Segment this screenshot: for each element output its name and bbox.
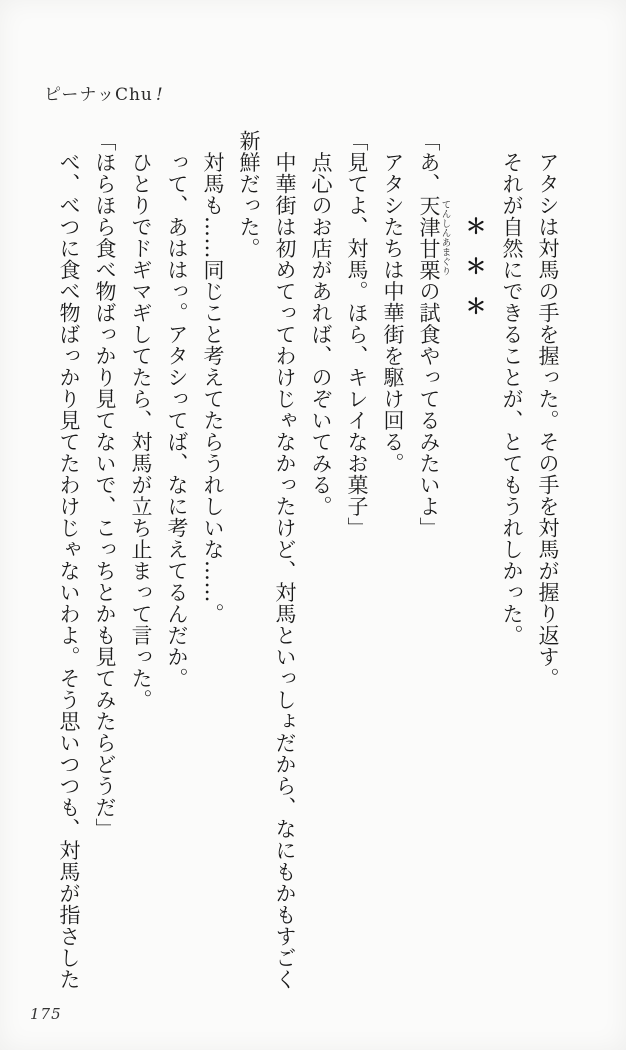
text-column: ひとりでドギマギしてたら、対馬が立ち止まって言った。 xyxy=(129,130,153,711)
section-divider: ＊＊＊ xyxy=(463,215,488,335)
text-column: 「見てよ、対馬。ほら、キレイなお菓子」 xyxy=(345,130,369,539)
text-column: って、あははっ。アタシってば、なに考えてるんだか。 xyxy=(165,130,189,689)
ruby-annotated-word: 天津甘栗てんしんあまぐり xyxy=(417,194,451,281)
text-column: 「ほらほら食べ物ばっかり見てないで、こっちとかも見てみたらどうだ」 xyxy=(93,130,117,840)
running-header xyxy=(44,80,164,105)
text-column: それが自然にできることが、とてもうれしかった。 xyxy=(500,130,524,646)
running-header-exclamation: ! xyxy=(155,85,164,105)
text-column: 点心のお店があれば、のぞいてみる。 xyxy=(309,130,333,517)
text-column: 対馬も……同じこと考えてたらうれしいな……。 xyxy=(201,130,225,625)
text-column: アタシたちは中華街を駆け回る。 xyxy=(381,130,405,474)
vertical-text-block xyxy=(43,130,558,1010)
running-header-title: ピーナッChu xyxy=(44,85,153,105)
page-number: 175 xyxy=(30,1005,62,1023)
text-column: アタシは対馬の手を握った。その手を対馬が握り返す。 xyxy=(536,130,560,689)
text-column: 「あ、天津甘栗てんしんあまぐりの試食やってるみたいよ」 xyxy=(417,130,451,539)
text-column: 新鮮だった。 xyxy=(237,130,261,259)
text-column: 中華街は初めてってわけじゃなかったけど、対馬といっしょだから、なにもかもすごく xyxy=(273,130,297,990)
text-column: べ、べつに食べ物ばっかり見てたわけじゃないわよ。そう思いつつも、対馬が指さした xyxy=(57,130,81,990)
